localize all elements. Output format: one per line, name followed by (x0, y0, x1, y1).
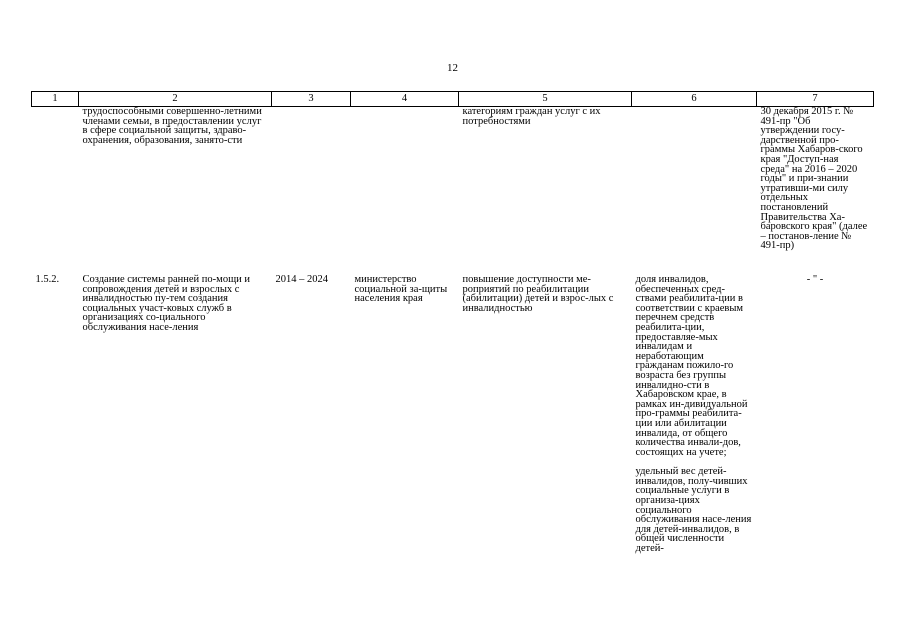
cell-indicator (632, 107, 757, 276)
table-row-continuation (32, 107, 874, 276)
cell-activity-name: трудоспособными совершенно-летними членами семьи, в предоставлении услуг в сфере социальной защиты, здраво-охранения, образования, занято-сти (82, 106, 262, 146)
cell-period (272, 107, 351, 276)
cell-basis: 30 декабря 2015 г. № 491-пр "Об утверждении госу-дарственной про-граммы Хабаров-ского края "Доступ-ная среда" на 2016 – 2020 годы" и при-знании утративши-ми силу отдельных постановлений Правительства Ха-баровского края" (далее – постанов-ление № 491-пр) (760, 106, 868, 252)
column-number-7: 7 (757, 92, 874, 107)
cell-period: 2014 – 2024 (275, 274, 328, 285)
cell-number: 1.5.2. (35, 274, 60, 285)
cell-expected-result: повышение доступности ме-роприятий по реабилитации (абилитации) детей и взрос-лых с инвалидностью (462, 274, 614, 314)
program-table (31, 91, 874, 554)
column-number-2: 2 (79, 92, 272, 107)
column-number-4: 4 (351, 92, 459, 107)
column-number-5: 5 (459, 92, 632, 107)
column-number-1: 1 (32, 92, 79, 107)
cell-activity-name: Создание системы ранней по-мощи и сопровождения детей и взрослых с инвалидностью пу-тем создания социальных участ-ковых служб в организациях со-циального обслуживания насе-ления (82, 274, 251, 333)
column-number-6: 6 (632, 92, 757, 107)
ditto-mark: - " - (806, 274, 824, 285)
cell-indicator (632, 275, 757, 554)
column-number-3: 3 (272, 92, 351, 107)
page-number: 12 (447, 62, 458, 74)
cell-executor (351, 107, 459, 276)
table-row-1-5-2 (32, 275, 874, 554)
cell-expected-result: категориям граждан услуг с их потребностями (462, 106, 601, 127)
column-number-row (32, 92, 874, 107)
indicator-text-1: доля инвалидов, обеспеченных сред-ствами реабилита-ции в соответствии с краевым перечнем средств реабилита-ции, предоставляе-мых инвалидам и неработающим гражданам пожило-го возраста без группы инвалидно-сти в Хабаровском крае, в рамках ин-дивидуальной про-граммы реабилита-ции или абилитации инвалида, от общего количества инвали-дов, состоящих на учете; (635, 274, 748, 458)
cell-number (32, 107, 79, 276)
cell-basis (757, 275, 874, 554)
cell-executor: министерство социальной за-щиты населения края (354, 274, 448, 305)
indicator-text-2: удельный вес детей-инвалидов, полу-чивших социальные услуги в организа-циях социального обслуживания насе-ления для детей-инвалидов, в общей численности детей- (635, 466, 752, 555)
